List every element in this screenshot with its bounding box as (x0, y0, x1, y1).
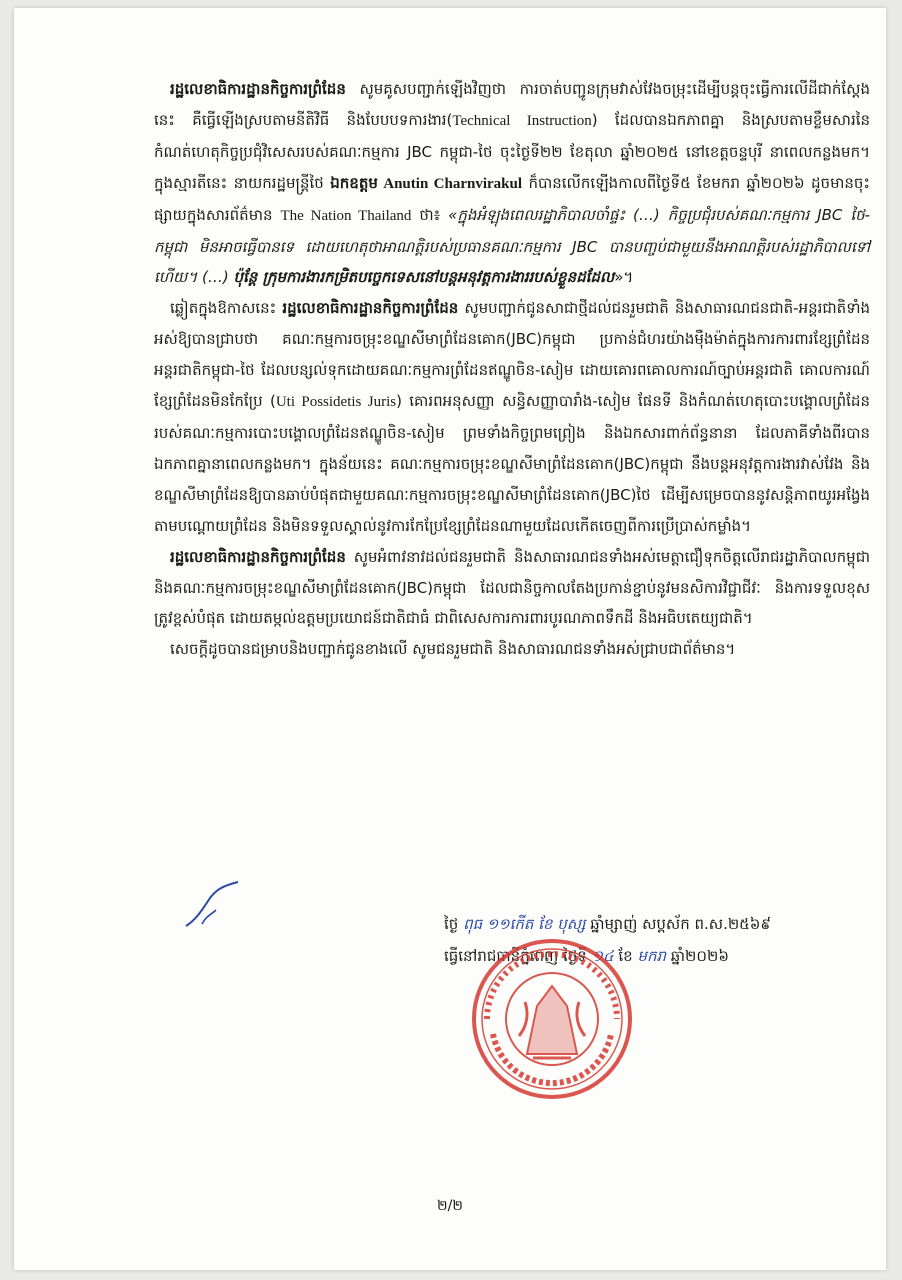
issue-date-month: មករា (637, 947, 666, 965)
text-run: សូមបញ្ជាក់ជូនសាជាថ្មីដល់ជនរួមជាតិ និងសាធារណជនជាតិ-អន្តរជាតិទាំងអស់ឱ្យបានជ្រាបថា គណៈកម្មការចម្រុះខណ្ឌសីមាព្រំដែនគោក(JBC)កម្ពុជា ប្រកាន់ជំហរយ៉ាងម៉ឺងម៉ាត់ក្នុងការការពារខ្សែព្រំដែនអន្តរជាតិកម្ពុជា-ថៃ ដែលបន្សល់ទុកដោយគណៈកម្មការព្រំដែនឥណ្ឌូចិន-សៀម ដោយគោរពគោលការណ៍ច្បាប់អន្តរជាតិ គោលការណ៍ខ្សែព្រំដែនមិនកែប្រែ ( (154, 299, 870, 411)
text-run: ) គោរពអនុសញ្ញា សន្ធិសញ្ញាបារាំង-សៀម ផែនទី និងកំណត់ហេតុបោះបង្គោលព្រំដែនរបស់គណៈកម្មការបោះបង្គោលព្រំដែនឥណ្ឌូចិន-សៀម ព្រមទាំងកិច្ចព្រមព្រៀង និងឯកសារពាក់ព័ន្ធនានា ដែលភាគីទាំងពីរបានឯកភាពគ្នានាពេលកន្លងមក។ ក្នុងន័យនេះ គណៈកម្មការចម្រុះខណ្ឌសីមាព្រំដែនគោក(JBC)កម្ពុជា នឹងបន្តអនុវត្តការងារវាស់វែង និងខណ្ឌសីមាព្រំដែនឱ្យបានឆាប់បំផុតជាមួយគណៈកម្មការចម្រុះខណ្ឌសីមាព្រំដែនគោក(JBC)ថៃ ដើម្បីសម្រេចបាននូវសន្តិភាពយូរអង្វែងតាមបណ្តោយព្រំដែន និងមិនទទួលស្គាល់នូវការកែប្រែខ្សែព្រំដែនណាមួយដែលកើតចេញពីការប្រើប្រាស់កម្លាំង។ (154, 392, 870, 535)
document-page (14, 8, 886, 1270)
text-run: ឯកឧត្តម Anutin Charnvirakul (330, 175, 523, 192)
text-run: ឆ្លៀតក្នុងឱកាសនេះ (170, 299, 283, 318)
body-paragraph (154, 293, 870, 541)
body-paragraph (154, 634, 870, 665)
issue-date-month-label: ខែ (613, 947, 638, 965)
text-run: សូមអំពាវនាវដល់ជនរួមជាតិ និងសាធារណជនទាំងអស់មេត្តាជឿទុកចិត្តលើរាជរដ្ឋាភិបាលកម្ពុជា និងគណៈកម្មការចម្រុះខណ្ឌសីមាព្រំដែនគោក(JBC)កម្ពុជា ដែលជានិច្ចកាលតែងប្រកាន់ខ្ជាប់នូវមនសិការវិជ្ជាជីវៈ និងការទទួលខុសត្រូវខ្ពស់បំផុត ដោយតម្កល់ឧត្តមប្រយោជន៍ជាតិជាធំ ជាពិសេសការការពារបូរណភាពទឹកដី និងអធិបតេយ្យជាតិ។ (154, 547, 870, 628)
page-number: ២/២ (437, 1198, 463, 1214)
issue-date-prefix: ធ្វើនៅរាជធានីភ្នំពេញ ថ្ងៃទី (444, 947, 592, 965)
lunar-date-handwritten: ពុធ ១១កើត ខែ បុស្ស (463, 915, 586, 933)
lunar-date-suffix: ឆ្នាំម្សាញ់ សប្តស័ក ព.ស.២៥៦៩ (585, 915, 772, 933)
body-paragraph (154, 74, 870, 293)
document-body (154, 74, 870, 665)
issue-date-day: ១៤ (591, 947, 614, 965)
text-run: រដ្ឋលេខាធិការដ្ឋានកិច្ចការព្រំដែន (170, 80, 346, 98)
text-run: »។ (614, 268, 634, 287)
lunar-date-prefix: ថ្ងៃ (444, 915, 464, 933)
text-run: រដ្ឋលេខាធិការដ្ឋានកិច្ចការព្រំដែន (282, 299, 459, 318)
text-run: ប៉ុន្តែ ក្រុមការងារកម្រិតបច្ចេកទេសនៅបន្តអនុវត្តការងាររបស់ខ្លួនដដែល (233, 268, 615, 287)
text-run: រដ្ឋលេខាធិការដ្ឋានកិច្ចការព្រំដែន (170, 547, 346, 566)
text-run: The Nation Thailand (280, 207, 412, 224)
handwritten-flourish-icon (182, 880, 242, 930)
text-run: ថា៖ (411, 205, 449, 224)
text-run: សូមគូសបញ្ជាក់ឡើងវិញថា ការចាត់បញ្ជូនក្រុមវាស់វែងចម្រុះដើម្បីបន្តចុះធ្វើការលើដីជាក់ស្តែងនេះ គឺធ្វើឡើងស្របតាមនីតិវិធី និងបែបបទការងារ( (154, 80, 870, 129)
official-seal-stamp (467, 936, 637, 1102)
text-run: Technical Instruction (452, 112, 592, 129)
body-paragraph (154, 542, 870, 635)
issue-date-year: ឆ្នាំ២០២៦ (666, 947, 729, 965)
text-run: «ក្នុងអំឡុងពេលរដ្ឋាភិបាលចាំផ្ទះ (…) កិច្ចប្រជុំរបស់គណៈកម្មការ JBC ថៃ-កម្ពុជា មិនអាចធ្វើបានទេ ដោយហេតុថាអាណត្តិរបស់ប្រធានគណៈកម្មការ JBC បានបញ្ចប់ជាមួយនឹងអាណត្តិរបស់រដ្ឋាភិបាលទៅហើយ។ (…) (154, 205, 871, 287)
text-run: ក៏បានលើកឡើងកាលពីថ្ងៃទី៥ ខែមករា ឆ្នាំ២០២៦ ដូចមានចុះផ្សាយក្នុងសារព័ត៌មាន (154, 173, 870, 224)
text-run: Uti Possidetis Juris (275, 394, 397, 411)
text-run: ) ដែលបានឯកភាពគ្នា និងស្របតាមខ្លឹមសារនៃកំណត់ហេតុកិច្ចប្រជុំវិសេសរបស់គណៈកម្មការ JBC កម្ពុជា-ថៃ ចុះថ្ងៃទី២២ ខែតុលា ឆ្នាំ២០២៥ នៅខេត្តចន្ទបុរី នាពេលកន្លងមក។ ក្នុងស្មារតីនេះ នាយករដ្ឋមន្ត្រីថៃ (154, 110, 870, 192)
text-run: សេចក្តីដូចបានជម្រាបនិងបញ្ជាក់ជូនខាងលើ សូមជនរួមជាតិ និងសាធារណជនទាំងអស់ជ្រាបជាព័ត៌មាន។ (170, 640, 736, 659)
